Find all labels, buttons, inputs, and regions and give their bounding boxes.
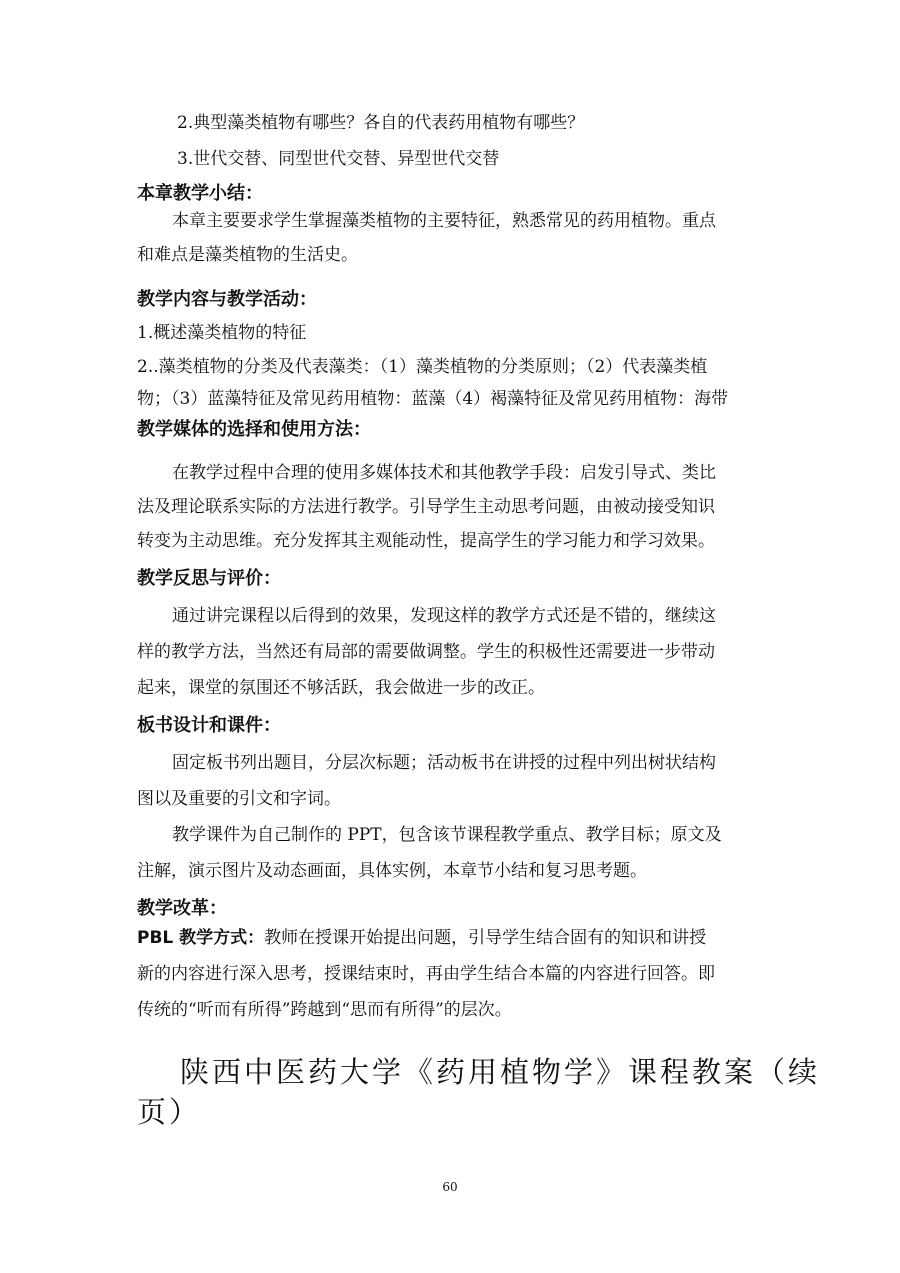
content-line: 物；（3）蓝藻特征及常见药用植物：蓝藻（4）褐藻特征及常见药用植物：海带 [137,389,729,409]
summary-heading: 本章教学小结： [137,183,263,204]
question-2: 2.典型藻类植物有哪些？各自的代表药用植物有哪些？ [177,113,585,133]
page-number: 60 [442,1180,458,1194]
pbl-text: 教师在授课开始提出问题，引导学生结合固有的知识和讲授 [264,928,707,948]
board-line: 教学课件为自己制作的 PPT，包含该节课程教学重点、教学目标；原文及 [172,825,722,845]
media-line: 在教学过程中合理的使用多媒体技术和其他教学手段：启发引导式、类比 [172,463,716,483]
course-title-line1: 陕西中医药大学《药用植物学》课程教案（续 [180,1055,821,1089]
content-line: 2..藻类植物的分类及代表藻类：（1）藻类植物的分类原则；（2）代表藻类植 [137,357,708,377]
question-3: 3.世代交替、同型世代交替、异型世代交替 [177,149,500,169]
reflection-heading: 教学反思与评价： [137,568,281,589]
summary-line: 本章主要要求学生掌握藻类植物的主要特征，熟悉常见的药用植物。重点 [172,211,716,231]
board-line: 图以及重要的引文和字词。 [137,789,341,809]
board-heading: 板书设计和课件： [137,715,281,736]
pbl-label: PBL 教学方式： [137,928,265,948]
reflection-line: 样的教学方法，当然还有局部的需要做调整。学生的积极性还需要进一步带动 [137,642,715,662]
reform-line: 新的内容进行深入思考，授课结束时，再由学生结合本篇的内容进行回答。即 [137,964,715,984]
board-line: 注解，演示图片及动态画面，具体实例，本章节小结和复习思考题。 [137,861,647,881]
media-heading: 教学媒体的选择和使用方法： [137,419,371,440]
board-line: 固定板书列出题目，分层次标题；活动板书在讲授的过程中列出树状结构 [172,753,716,773]
reflection-line: 通过讲完课程以后得到的效果，发现这样的教学方式还是不错的，继续这 [172,606,716,626]
reform-line: 传统的“听而有所得”跨越到“思而有所得”的层次。 [137,1000,512,1020]
course-title-line2: 页） [137,1095,202,1129]
summary-line: 和难点是藻类植物的生活史。 [137,245,358,265]
reflection-line: 起来，课堂的氛围还不够活跃，我会做进一步的改正。 [137,678,545,698]
pbl-line [137,927,706,949]
media-line: 转变为主动思维。充分发挥其主观能动性，提高学生的学习能力和学习效果。 [137,531,715,551]
content-heading: 教学内容与教学活动： [137,289,317,310]
reform-heading: 教学改革： [137,898,227,919]
media-line: 法及理论联系实际的方法进行教学。引导学生主动思考问题，由被动接受知识 [137,497,715,517]
content-line: 1.概述藻类植物的特征 [137,323,307,343]
